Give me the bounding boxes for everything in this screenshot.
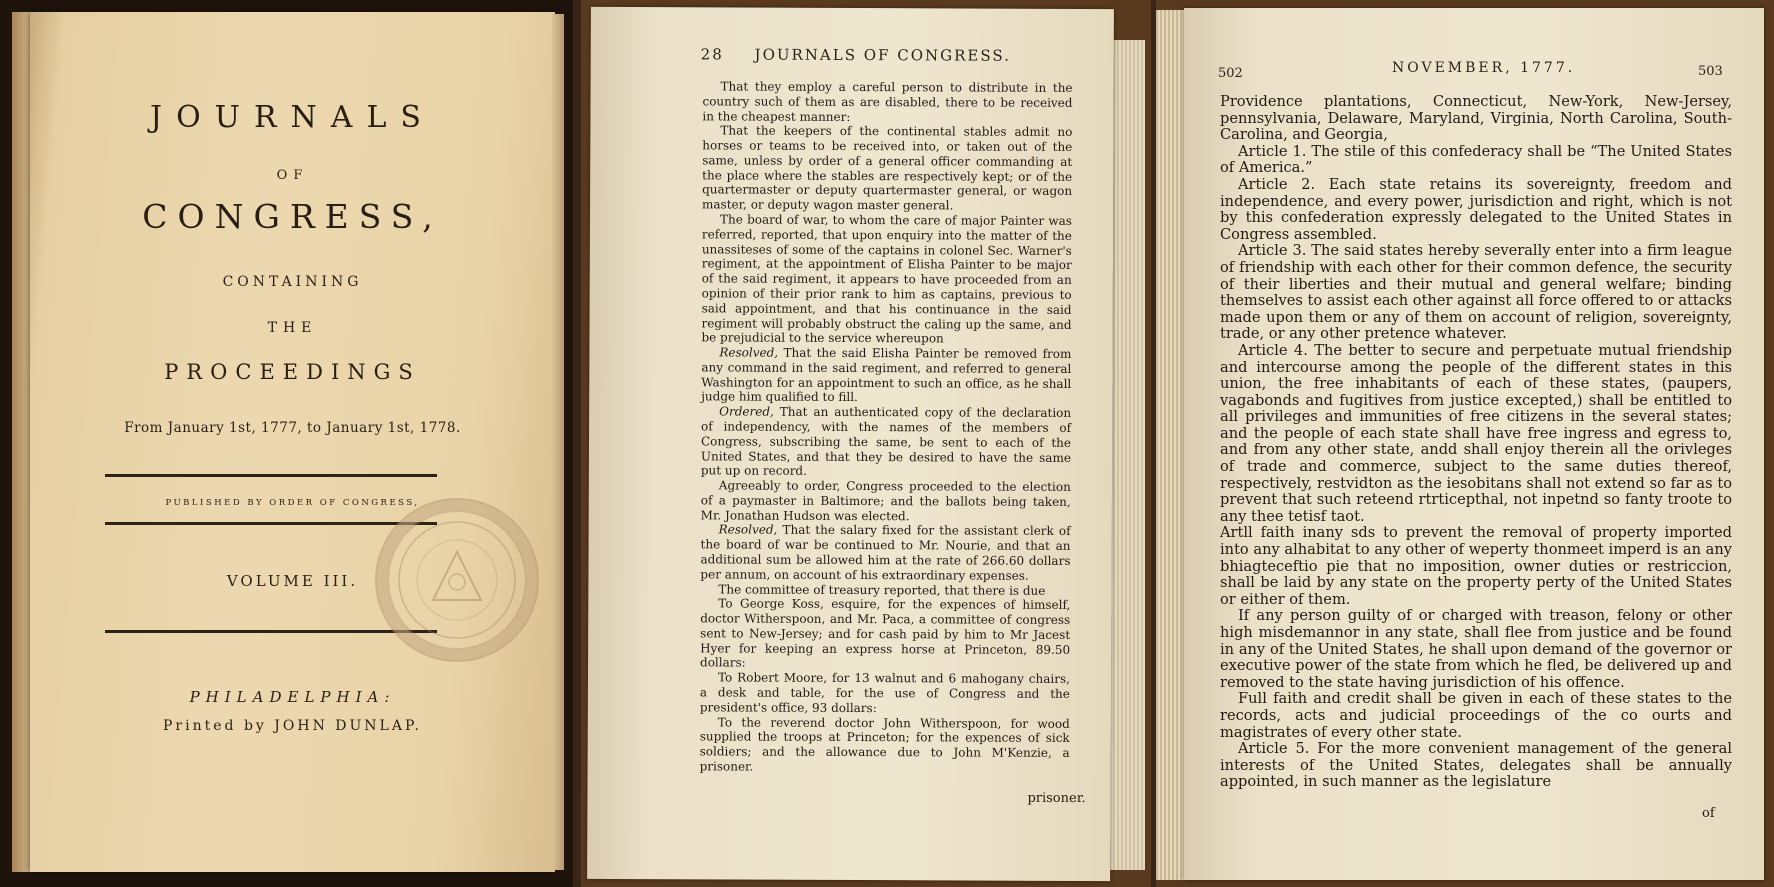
embossed-seal-icon bbox=[375, 498, 539, 662]
paragraph: If any person guilty of or charged with treason, felony or other high misdemannor in any state, shall flee from justice and be found in any of the United States, he shall upon demand of the governor or executive power of the state from which he fled, be delivered up and removed to the state having jurisdiction of his offence. bbox=[1220, 607, 1732, 691]
paragraph: Article 4. The better to secure and perpetuate mutual friendship and intercourse among the people of the different states in this union, the free inhabitants of each of these states, (paupers, vagabonds and fugitives from justice excepted,) shall be entitled to all privileges and immunities of free citizens in the several states; and the people of each state shall have free ingress and egress to, and from any other state, andd shall enjoy therein all the orivleges of trade and commerce, subject to the same duties thereof, respectively, restvidton as the iesobitans shall not extend so far as to prevent that such reteend rtrticepthal, not inpetnd so fanty troote to any thee tetisf taot. bbox=[1220, 341, 1732, 525]
paragraph: That the keepers of the continental stables admit no horses or teams to be received into, or taken out of the same, unless by order of a general officer commanding at the place where the stables are respectively kept; or of the quartermaster or deputy quartermaster general, or wagon master, or deputy wagon master general. bbox=[702, 123, 1073, 213]
catchword-28: prisoner. bbox=[1027, 790, 1086, 807]
imprint-city: PHILADELPHIA: bbox=[189, 688, 396, 706]
page-number-503: 503 bbox=[1698, 64, 1723, 79]
published-by: PUBLISHED BY ORDER OF CONGRESS, bbox=[165, 498, 420, 508]
paragraph: Agreeably to order, Congress proceeded to the election of a paymaster in Baltimore; and the ballots being taken, Mr. Jonathan Hudson was elected. bbox=[700, 478, 1071, 523]
volume-label: VOLUME III. bbox=[226, 572, 359, 590]
running-head-502: NOVEMBER, 1777. bbox=[1392, 60, 1576, 76]
paragraph: Providence plantations, Connecticut, New-York, New-Jersey, pennsylvania, Delaware, Maryland, Virginia, North Carolina, South-Carolina, and Georgia, bbox=[1220, 93, 1732, 144]
paragraph: Article 5. For the more convenient management of the general interests of the United States, delegates shall be annually appointed, in such manner as the legislature bbox=[1220, 740, 1732, 791]
paragraph: Article 2. Each state retains its sovereignty, freedom and independence, and every power, jurisdiction and right, which is not by this confederation expressly delegated to the United States in Congress assembled. bbox=[1220, 175, 1732, 243]
date-range: From January 1st, 1777, to January 1st, 1778. bbox=[124, 420, 461, 436]
paragraph: That they employ a careful person to distribute in the country such of them as are disabled, there to be received in the cheapest manner: bbox=[702, 79, 1073, 124]
paragraph: Article 3. The said states hereby severally enter into a firm league of friendship with each other for their common defence, the security of their liberties and their mutual and general welfare; binding themselves to assist each other against all force offered to or attacks made upon them or any of them on account of religion, sovereignty, trade, or any other pretence whatever. bbox=[1220, 242, 1732, 343]
paragraph: Resolved, That the said Elisha Painter be removed from any command in the said regiment, and referred to general Washington for an appointment to such an office, as he shall judge him qualified to fill. bbox=[701, 345, 1072, 405]
page-502-body bbox=[1220, 94, 1732, 791]
page-stack-edge bbox=[1156, 10, 1186, 880]
rule-top bbox=[105, 474, 437, 477]
title-line-the: THE bbox=[267, 320, 318, 336]
paragraph: Article 1. The stile of this confederacy shall be “The United States of America.” bbox=[1220, 142, 1732, 177]
page-number-28: 28 bbox=[700, 45, 724, 64]
page-28 bbox=[587, 7, 1114, 881]
paragraph: Ordered, That an authenticated copy of the declaration of independency, with the names of the members of Congress, subscribing the same, be sent to each of the United States, and that they be desired to have the same put up on record. bbox=[700, 404, 1072, 479]
title-line-of: OF bbox=[276, 168, 309, 183]
page-502 bbox=[1184, 8, 1764, 880]
catchword-502: of bbox=[1702, 806, 1715, 821]
paragraph: To the reverend doctor John Witherspoon, for wood supplied the troops at Princeton; for the expences of sick soldiers; and the allowance due to John M'Kenzie, a prisoner. bbox=[699, 715, 1070, 774]
title-page-photo bbox=[0, 0, 573, 887]
paragraph: To Robert Moore, for 13 walnut and 6 mahogany chairs, a desk and table, for the use of Congress and the president's office, 93 dollars: bbox=[699, 670, 1071, 715]
running-head-28 bbox=[701, 45, 1011, 64]
page-number-502: 502 bbox=[1218, 66, 1243, 81]
page-28-photo bbox=[581, 0, 1151, 887]
paragraph: The board of war, to whom the care of major Painter was referred, reported, that upon enquiry into the matter of the unassiteses of some of the captains in colonel Sec. Warner's regiment, at the appointment of Elisha Painter to be major of the said regiment, it appears to have proceeded from an opinion of their prior rank to him as captains, previous to said appointment, and that his continuance in the said regiment will probably obstruct the caling up the same, and be prejudicial to the service whereupon bbox=[701, 212, 1073, 346]
page-502-photo bbox=[1156, 0, 1774, 887]
page-fore-edge bbox=[552, 14, 564, 870]
title-line-congress: CONGRESS, bbox=[142, 197, 443, 236]
paragraph: To George Koss, esquire, for the expences of himself, doctor Witherspoon, and Mr. Paca, a committee of congress sent to New-Jersey; and for cash paid by him to Mr Jacest Hyer for keeping an express horse at Princeton, 89.50 dollars: bbox=[700, 596, 1071, 671]
paragraph: Full faith and credit shall be given in each of these states to the records, acts and judicial proceedings of the co ourts and magistrates of every other state. bbox=[1220, 690, 1732, 741]
title-line-proceedings: PROCEEDINGS bbox=[164, 360, 421, 384]
imprint-printer: Printed by JOHN DUNLAP. bbox=[163, 718, 422, 734]
running-head-title-28: JOURNALS OF CONGRESS. bbox=[754, 45, 1011, 65]
paragraph: The committee of treasury reported, that there is due bbox=[718, 581, 1046, 598]
title-page bbox=[30, 12, 555, 872]
page-stack-edge bbox=[1109, 40, 1145, 870]
paragraph: Artll faith inany sds to prevent the removal of property imported into any alhabitat to any other of weperty thonmeet imperd is an any bhiagteceftio pie that no imposition, owner duties or restriccion, shall be laid by any state on the property perty of the United States or either of them. bbox=[1220, 524, 1732, 608]
title-line-containing: CONTAINING bbox=[222, 274, 363, 290]
paragraph: Resolved, That the salary fixed for the assistant clerk of the board of war be continued to Mr. Nourie, and that an additional sum be allowed him at the rate of 266.60 dollars per annum, on account of his extraordinary expenses. bbox=[700, 522, 1071, 583]
title-line-journals: JOURNALS bbox=[150, 100, 435, 135]
page-28-body bbox=[700, 79, 1073, 775]
